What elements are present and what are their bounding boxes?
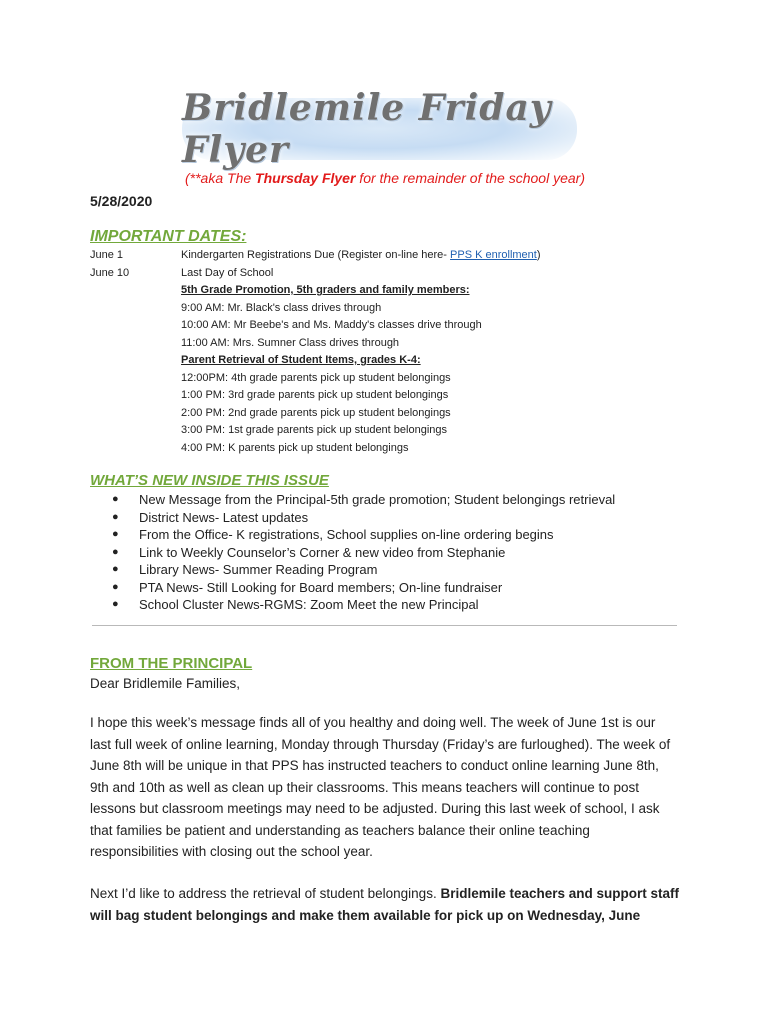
bullet-icon: ● (112, 510, 119, 523)
section-divider (92, 625, 677, 626)
bullet-icon: ● (112, 493, 119, 505)
list-item-text: District News- Latest updates (139, 509, 309, 525)
list-item (112, 491, 615, 509)
date-text: 11:00 AM: Mrs. Sumner Class drives through (181, 336, 400, 349)
paragraph-2-plain: Next I’d like to address the retrieval of student belongings. (90, 886, 441, 901)
date-text: Last Day of School (181, 266, 274, 279)
subtitle-post: for the remainder of the school year) (355, 170, 585, 186)
subtitle-pre: (**aka The (185, 170, 256, 186)
date-text: 4:00 PM: K parents pick up student belongings (181, 441, 409, 454)
subtitle (0, 170, 770, 186)
list-item-text: PTA News- Still Looking for Board members; On-line fundraiser (139, 579, 503, 595)
date-text: 9:00 AM: Mr. Black's class drives through (181, 301, 382, 314)
list-item-text: School Cluster News-RGMS: Zoom Meet the new Principal (139, 597, 479, 612)
list-item-text: Library News- Summer Reading Program (139, 562, 378, 577)
issue-date: 5/28/2020 (90, 193, 153, 209)
date-text: 3:00 PM: 1st grade parents pick up student belongings (181, 424, 448, 436)
whats-new-list (112, 491, 615, 614)
date-text-main: Kindergarten Registrations Due (Register on-line here- (181, 249, 451, 261)
bullet-icon: ● (112, 545, 119, 558)
date-text: 12:00PM: 4th grade parents pick up student belongings (181, 371, 451, 384)
bullet-icon: ● (112, 528, 119, 540)
bullet-icon: ● (112, 563, 119, 575)
date-label: June 10 (90, 266, 130, 279)
pps-k-enrollment-link[interactable]: PPS K enrollment (450, 249, 537, 261)
date-text (181, 247, 541, 265)
whats-new-heading: WHAT’S NEW INSIDE THIS ISSUE (90, 472, 329, 489)
list-item (112, 579, 615, 597)
date-label: June 1 (90, 249, 124, 261)
list-item-text: From the Office- K registrations, School supplies on-line ordering begins (139, 527, 554, 542)
date-text: 2:00 PM: 2nd grade parents pick up student belongings (181, 406, 451, 419)
date-subheading: Parent Retrieval of Student Items, grades K-4: (181, 354, 421, 366)
list-item (112, 526, 615, 544)
important-dates-heading: IMPORTANT DATES: (90, 228, 247, 245)
list-item (112, 561, 615, 579)
list-item-text: Link to Weekly Counselor’s Corner & new video from Stephanie (139, 544, 506, 560)
bullet-icon: ● (112, 598, 119, 610)
salutation: Dear Bridlemile Families, (90, 676, 241, 691)
date-subheading: 5th Grade Promotion, 5th graders and family members: (181, 284, 470, 296)
list-item (112, 544, 615, 562)
principal-paragraph-1: I hope this week’s message finds all of you healthy and doing well. The week of June 1st is our last full week of online learning, Monday through Thursday (Friday’s are furloughed). The week of June 8th will be unique in that PPS has instructed teachers to conduct online learning June 8th, 9th and 10th as well as clean up their classrooms. This means teachers will continue to post lessons but classroom meetings may need to be adjusted. During this last week of school, I ask that families be patient and understanding as teachers balance their online teaching responsibilities with closing out the school year. (90, 715, 671, 859)
list-item-text: New Message from the Principal-5th grade promotion; Student belongings retrieval (139, 492, 616, 507)
list-item (112, 509, 615, 527)
banner-logo (182, 87, 577, 171)
bullet-icon: ● (112, 580, 119, 593)
list-item (112, 596, 615, 614)
paragraph-2-bold: Bridlemile teachers and support staff will bag student belongings and make them available for pick up on Wednesday, June (90, 886, 680, 923)
date-text: 1:00 PM: 3rd grade parents pick up student belongings (181, 389, 449, 401)
date-text: 10:00 AM: Mr Beebe's and Ms. Maddy's classes drive through (181, 319, 482, 331)
banner-title: Bridlemile Friday Flyer (182, 87, 552, 171)
date-text-after: ) (536, 249, 541, 261)
principal-paragraph-2 (90, 883, 680, 926)
subtitle-bold: Thursday Flyer (255, 170, 356, 186)
from-principal-heading: FROM THE PRINCIPAL (90, 655, 253, 672)
